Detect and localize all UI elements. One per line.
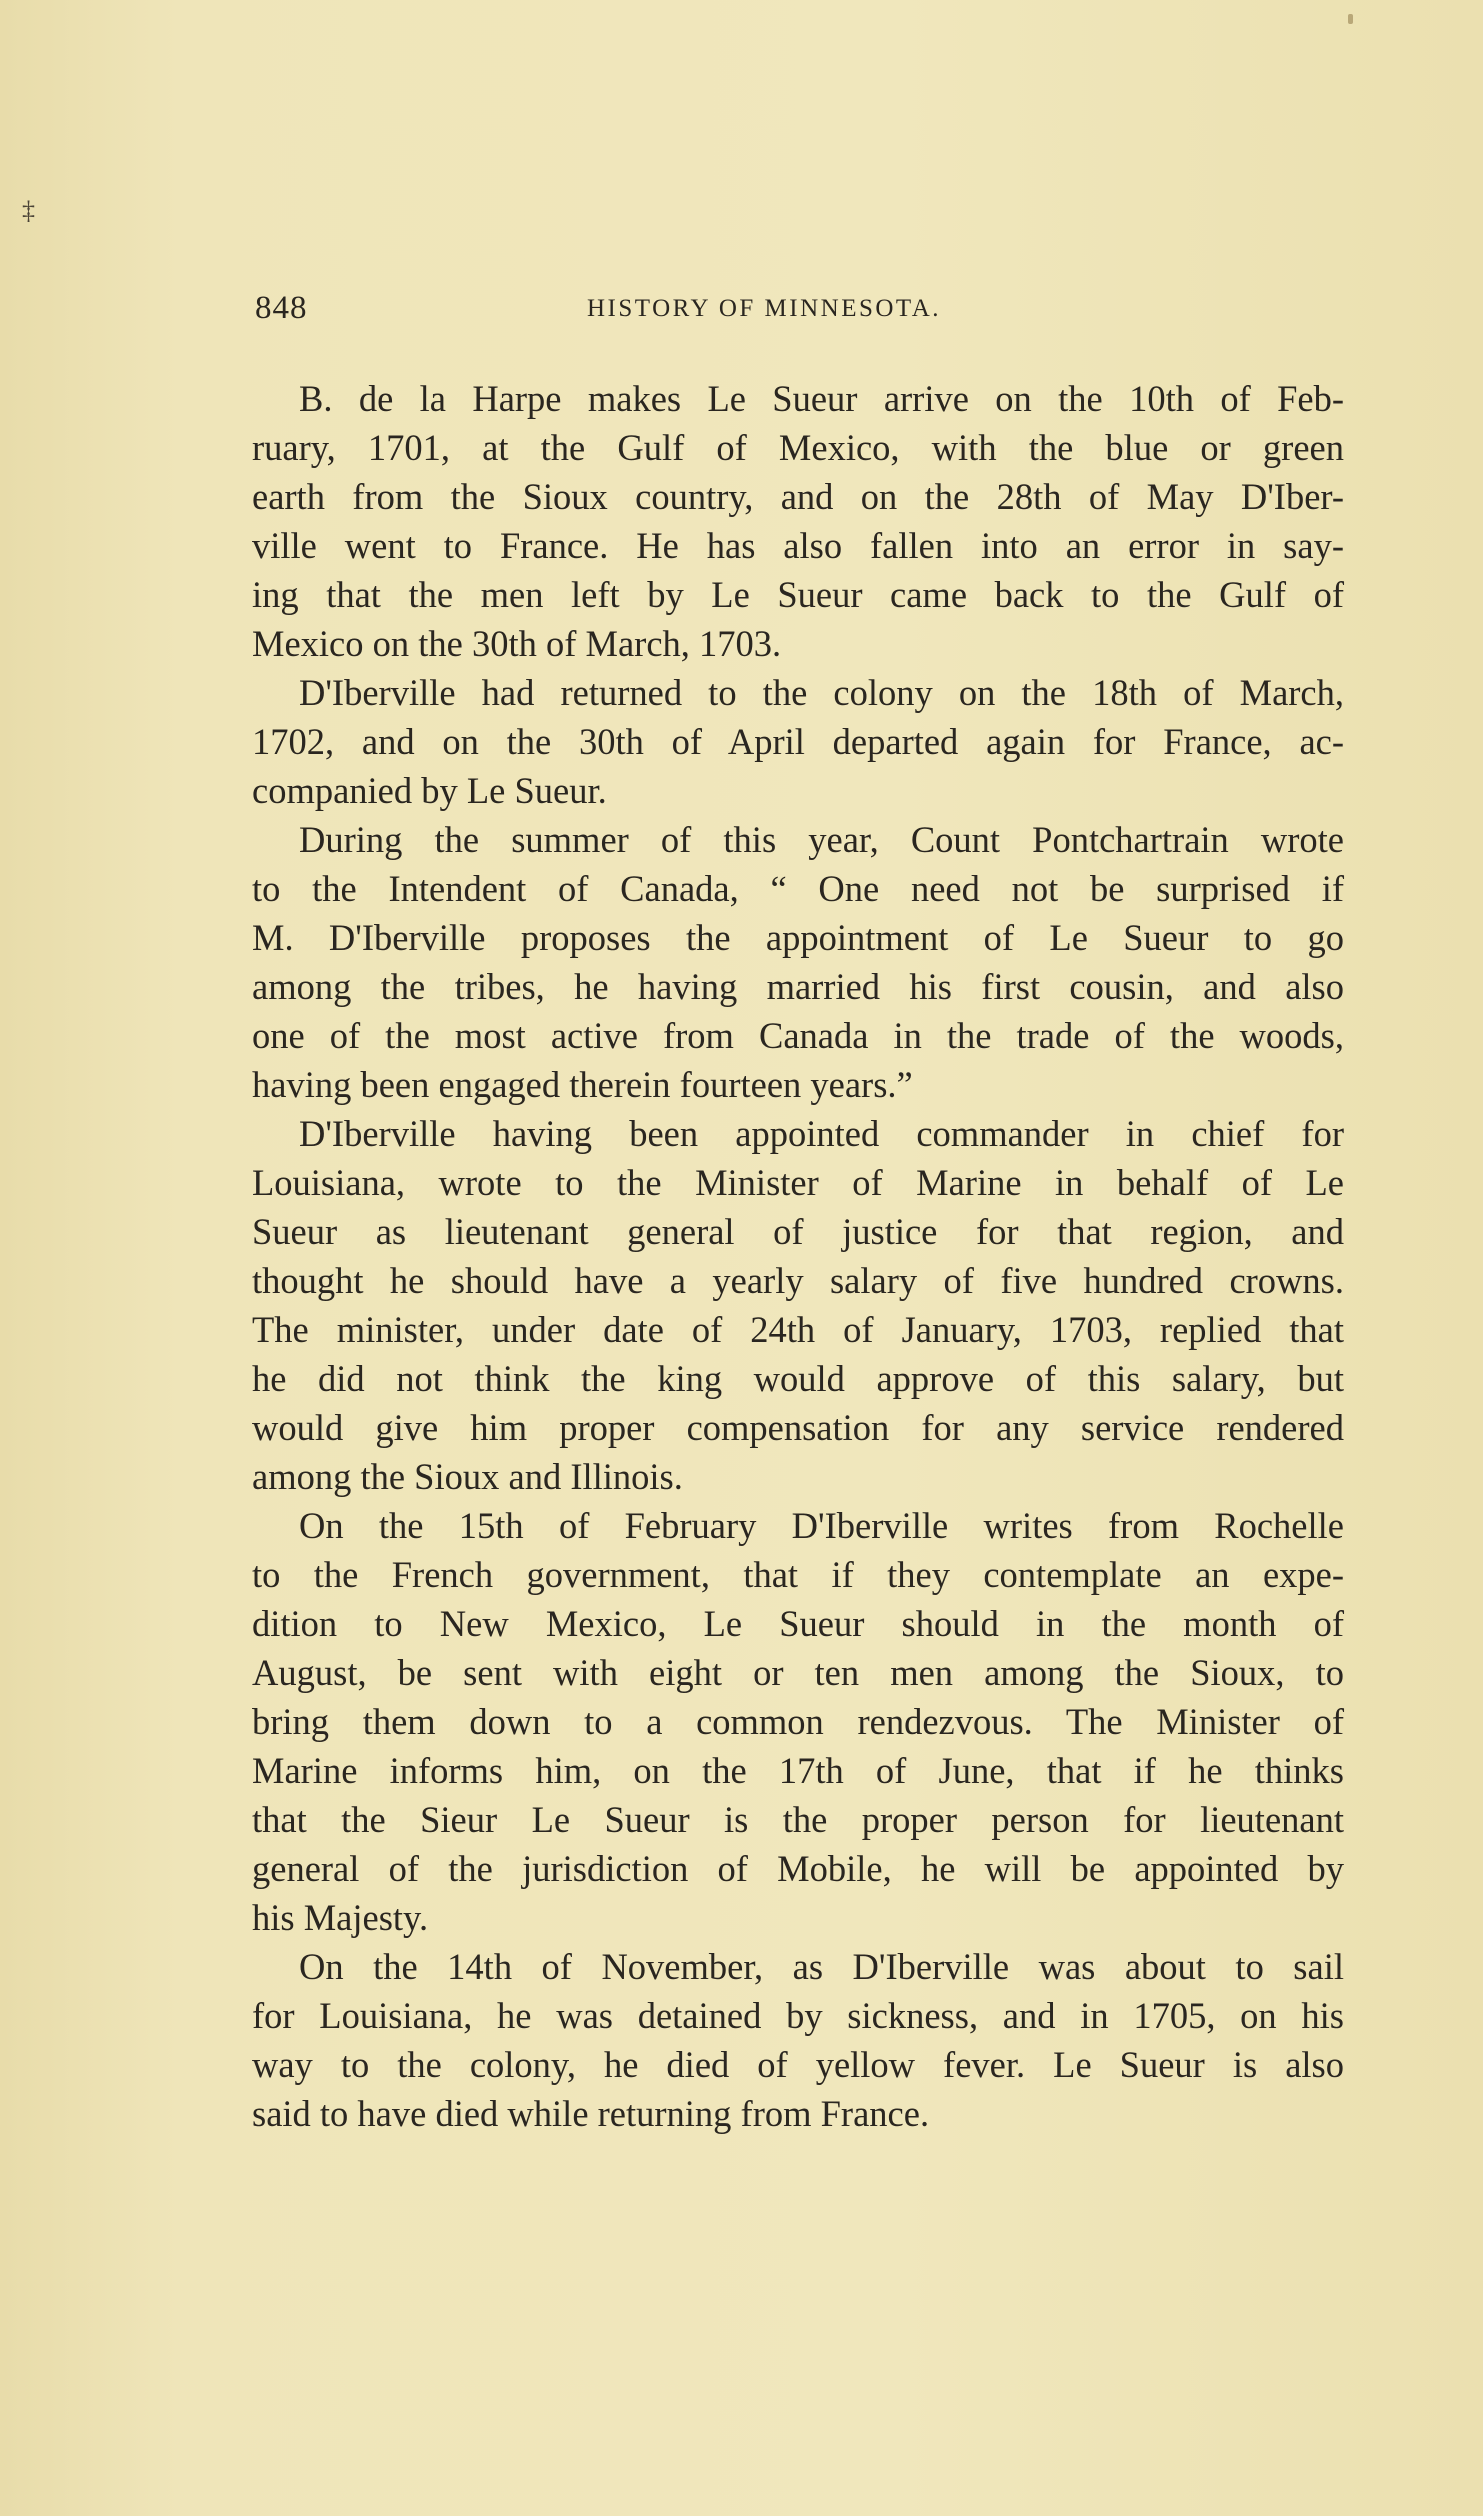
text-line: Marine informs him, on the 17th of June, that if he thinks — [252, 1750, 1344, 1791]
text-line: Sueur as lieutenant general of justice for that region, and — [252, 1211, 1344, 1252]
text-line: having been engaged therein fourteen years.” — [252, 1064, 913, 1105]
running-title: HISTORY OF MINNESOTA. — [587, 295, 942, 322]
text-line: among the Sioux and Illinois. — [252, 1456, 683, 1497]
running-header — [255, 290, 1023, 330]
text-line: general of the jurisdiction of Mobile, he will be appointed by — [252, 1848, 1344, 1889]
text-line: On the 15th of February D'Iberville writes from Rochelle — [299, 1505, 1344, 1546]
paragraph — [252, 1501, 1344, 1942]
body-text — [252, 374, 1344, 2138]
text-line: M. D'Iberville proposes the appointment of Le Sueur to go — [252, 917, 1344, 958]
text-line: said to have died while returning from France. — [252, 2093, 930, 2134]
text-line: August, be sent with eight or ten men among the Sioux, to — [252, 1652, 1344, 1693]
margin-mark: ‡ — [22, 196, 35, 225]
text-line: dition to New Mexico, Le Sueur should in the month of — [252, 1603, 1344, 1644]
text-line: The minister, under date of 24th of January, 1703, replied that — [252, 1309, 1344, 1350]
text-line: companied by Le Sueur. — [252, 770, 607, 811]
text-line: D'Iberville having been appointed commander in chief for — [299, 1113, 1344, 1154]
paragraph — [252, 1109, 1344, 1501]
text-line: one of the most active from Canada in the trade of the woods, — [252, 1015, 1344, 1056]
text-line: bring them down to a common rendezvous. The Minister of — [252, 1701, 1344, 1742]
scan-speck — [1348, 14, 1353, 24]
text-line: During the summer of this year, Count Pontchartrain wrote — [299, 819, 1344, 860]
text-line: he did not think the king would approve of this salary, but — [252, 1358, 1344, 1399]
paragraph — [252, 1942, 1344, 2138]
text-line: thought he should have a yearly salary of five hundred crowns. — [252, 1260, 1344, 1301]
text-line: way to the colony, he died of yellow fever. Le Sueur is also — [252, 2044, 1344, 2085]
text-line: Mexico on the 30th of March, 1703. — [252, 623, 782, 664]
paragraph — [252, 374, 1344, 668]
text-line: would give him proper compensation for any service rendered — [252, 1407, 1344, 1448]
text-line: to the Intendent of Canada, “ One need not be surprised if — [252, 868, 1344, 909]
text-line: Louisiana, wrote to the Minister of Marine in behalf of Le — [252, 1162, 1344, 1203]
text-line: earth from the Sioux country, and on the 28th of May D'Iber- — [252, 476, 1344, 517]
text-line: ruary, 1701, at the Gulf of Mexico, with the blue or green — [252, 427, 1344, 468]
page-number: 848 — [255, 290, 308, 326]
paragraph — [252, 815, 1344, 1109]
text-line: On the 14th of November, as D'Iberville was about to sail — [299, 1946, 1344, 1987]
text-line: B. de la Harpe makes Le Sueur arrive on the 10th of Feb- — [299, 378, 1344, 419]
text-line: ville went to France. He has also fallen into an error in say- — [252, 525, 1344, 566]
text-line: for Louisiana, he was detained by sickness, and in 1705, on his — [252, 1995, 1344, 2036]
text-line: ing that the men left by Le Sueur came back to the Gulf of — [252, 574, 1344, 615]
text-line: that the Sieur Le Sueur is the proper person for lieutenant — [252, 1799, 1344, 1840]
paragraph — [252, 668, 1344, 815]
text-line: D'Iberville had returned to the colony on the 18th of March, — [299, 672, 1344, 713]
text-line: 1702, and on the 30th of April departed again for France, ac- — [252, 721, 1344, 762]
text-line: among the tribes, he having married his first cousin, and also — [252, 966, 1344, 1007]
text-line: to the French government, that if they contemplate an expe- — [252, 1554, 1344, 1595]
text-line: his Majesty. — [252, 1897, 429, 1938]
